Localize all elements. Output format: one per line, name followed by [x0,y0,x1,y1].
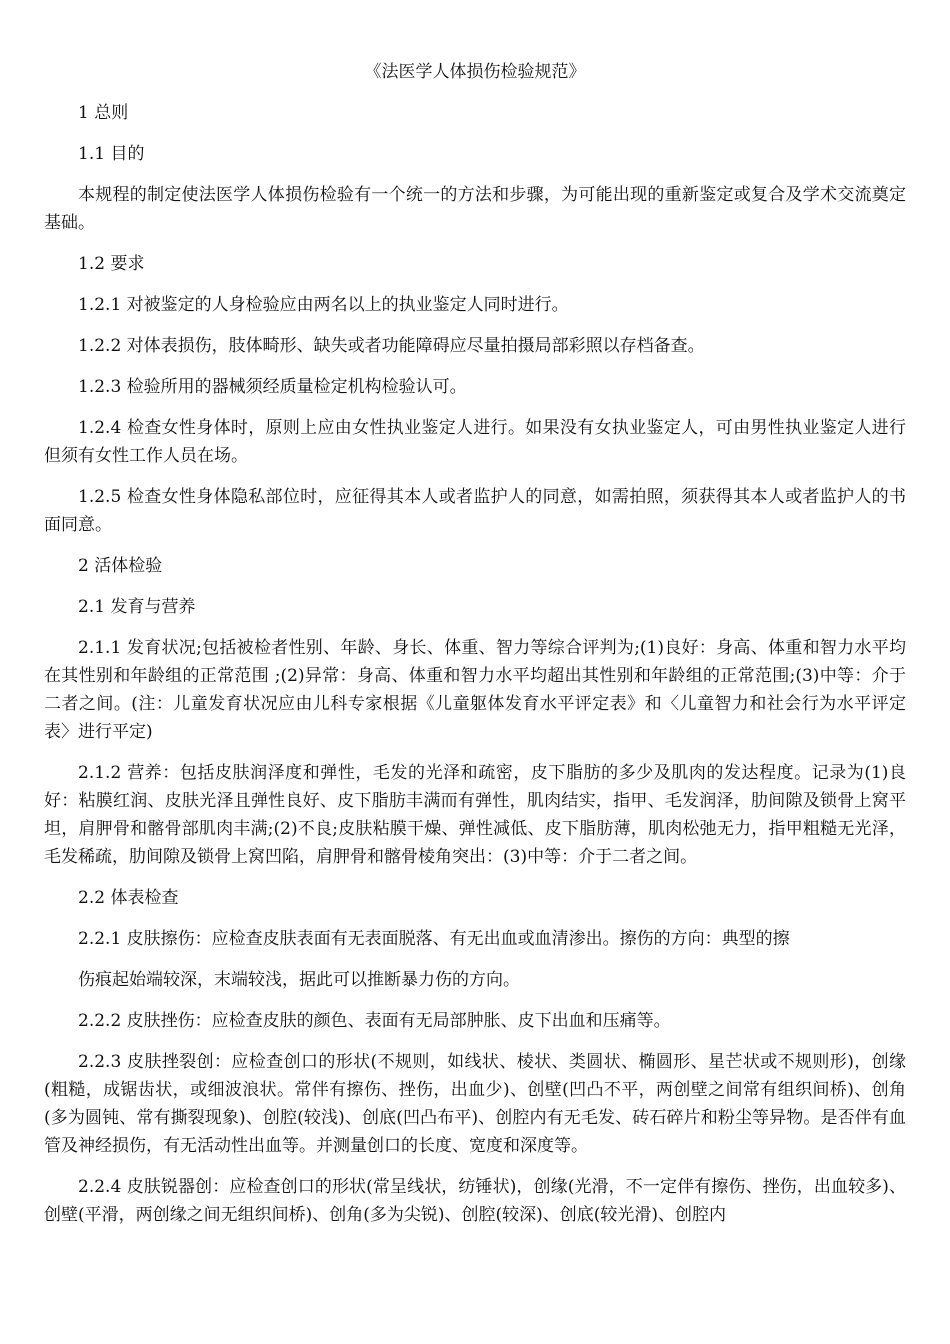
heading-1: 1 总则 [78,103,129,123]
paragraph-2-2-3: 2.2.3 皮肤挫裂创：应检查创口的形状(不规则，如线状、棱状、类圆状、椭圆形、星芒状或不规则形)，创缘(粗糙，成锯齿状，或细波浪状。常伴有擦伤、挫伤，出血少)、创壁(凹凸不平，两创壁之间常有组织间桥)、创角(多为圆钝、常有撕裂现象)、创腔(较浅)、创底(凹凸布平)、创腔内有无毛发、砖石碎片和粉尘等异物。是否伴有血管及神经损伤，有无活动性出血等。并测量创口的长度、宽度和深度等。 [44,1052,906,1156]
heading-2-1: 2.1 发育与营养 [78,597,196,617]
paragraph-2-2-1: 2.2.1 皮肤擦伤：应检查皮肤表面有无表面脱落、有无出血或血清渗出。擦伤的方向：典型的擦 [78,929,790,949]
paragraph-2-1-1: 2.1.1 发育状况;包括被检者性别、年龄、身长、体重、智力等综合评判为;(1)良好：身高、体重和智力水平均在其性别和年龄组的正常范围 ;(2)异常：身高、体重和智力水平均超出其性别和年龄组的正常范围;(3)中等：介于二者之间。(注：儿童发育状况应由儿科专家根据《儿童躯体发育水平评定表》和〈儿童智力和社会行为水平评定表〉进行平定) [44,638,906,742]
paragraph-1-2-4: 1.2.4 检查女性身体时，原则上应由女性执业鉴定人进行。如果没有女执业鉴定人，可由男性执业鉴定人进行但须有女性工作人员在场。 [44,418,906,466]
heading-2-2: 2.2 体表检查 [78,888,179,908]
paragraph-2-2-2: 2.2.2 皮肤挫伤：应检查皮肤的颜色、表面有无局部肿胀、皮下出血和压痛等。 [78,1011,671,1031]
heading-1-1: 1.1 目的 [78,144,145,164]
paragraph-2-2-1-continued: 伤痕起始端较深，末端较浅，据此可以推断暴力伤的方向。 [78,970,520,990]
paragraph-purpose: 本规程的制定使法医学人体损伤检验有一个统一的方法和步骤，为可能出现的重新鉴定或复合及学术交流奠定基础。 [44,185,906,233]
paragraph-1-2-5: 1.2.5 检查女性身体隐私部位时，应征得其本人或者监护人的同意，如需拍照，须获得其本人或者监护人的书面同意。 [44,487,906,535]
heading-1-2: 1.2 要求 [78,254,145,274]
paragraph-1-2-2: 1.2.2 对体表损伤，肢体畸形、缺失或者功能障碍应尽量拍摄局部彩照以存档备查。 [78,336,705,356]
heading-2: 2 活体检验 [78,556,163,576]
paragraph-2-2-4: 2.2.4 皮肤锐器创：应检查创口的形状(常呈线状，纺锤状)，创缘(光滑，不一定伴有擦伤、挫伤，出血较多)、创壁(平滑，两创缘之间无组织间桥)、创角(多为尖锐)、创腔(较深)、创底(较光滑)、创腔内 [44,1177,906,1225]
paragraph-2-1-2: 2.1.2 营养：包括皮肤润泽度和弹性，毛发的光泽和疏密，皮下脂肪的多少及肌肉的发达程度。记录为(1)良好：粘膜红润、皮肤光泽且弹性良好、皮下脂肪丰满而有弹性，肌肉结实，指甲、毛发润泽，肋间隙及锁骨上窝平坦，肩胛骨和髂骨部肌肉丰满;(2)不良;皮肤粘膜干燥、弹性减低、皮下脂肪薄，肌肉松弛无力，指甲粗糙无光泽，毛发稀疏，肋间隙及锁骨上窝凹陷，肩胛骨和髂骨棱角突出：(3)中等：介于二者之间。 [44,763,906,867]
paragraph-1-2-3: 1.2.3 检验所用的器械须经质量检定机构检验认可。 [78,377,467,397]
paragraph-1-2-1: 1.2.1 对被鉴定的人身检验应由两名以上的执业鉴定人同时进行。 [78,295,569,315]
document-title: 《法医学人体损伤检验规范》 [364,62,586,82]
